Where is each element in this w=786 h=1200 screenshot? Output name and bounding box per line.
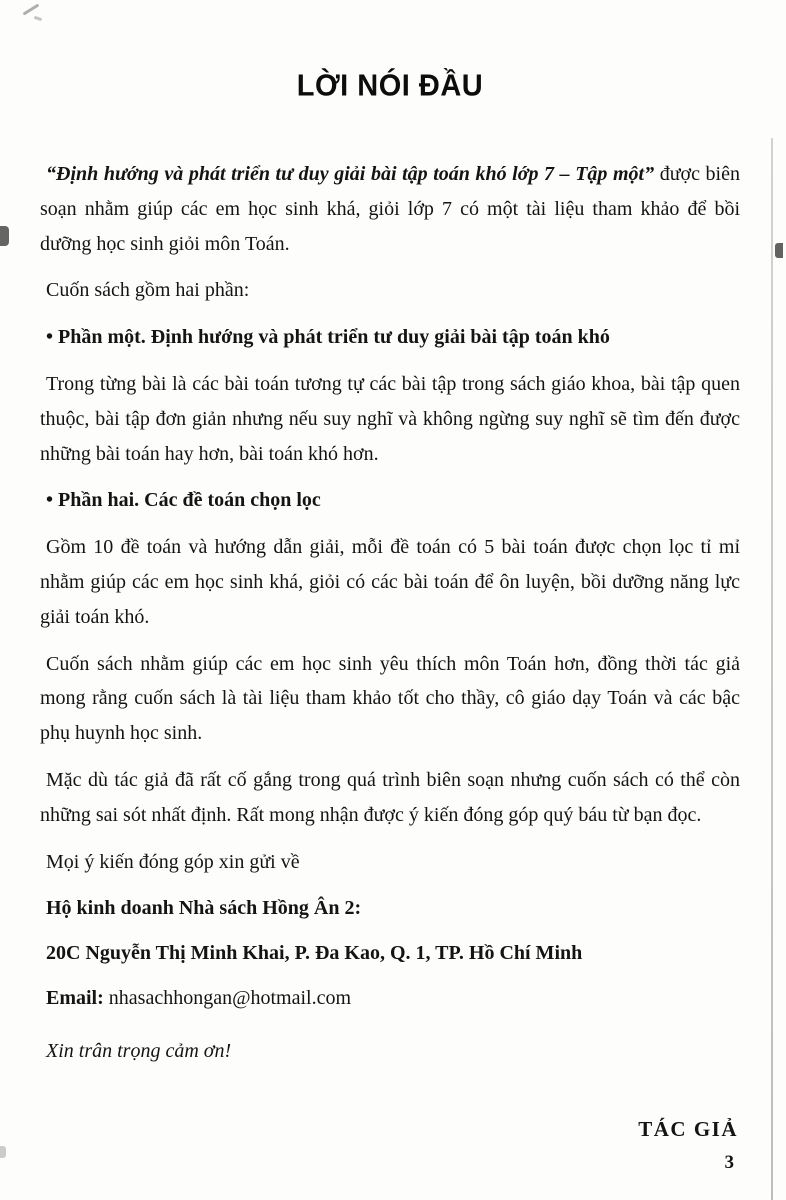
part-two-description: Gồm 10 đề toán và hướng dẫn giải, mỗi đề toán có 5 bài toán được chọn lọc tỉ mỉ nhằm giúp các em học sinh khá, giỏi có các bài toán để ôn luyện, bồi dưỡng năng lực giải toán khó. [40, 536, 740, 628]
part-two-heading: • Phần hai. Các đề toán chọn lọc [46, 489, 321, 512]
page-title: LỜI NÓI ĐẦU [296, 69, 484, 103]
intro-paragraph-text: được biên soạn nhằm giúp các em học sinh khá, giỏi lớp 7 có một tài liệu tham khảo để bồi dưỡng học sinh giỏi môn Toán. [40, 163, 740, 255]
scan-artifact-bottom-left [0, 1146, 6, 1158]
email-label: Email: [46, 986, 104, 1009]
part-one-description: Trong từng bài là các bài toán tương tự các bài tập trong sách giáo khoa, bài tập quen thuộc, bài tập đơn giản nhưng nếu suy nghĩ và không ngừng suy nghĩ sẽ tìm đến được những bài toán hay hơn, bài toán khó hơn. [40, 372, 740, 465]
publisher-email-line [40, 981, 740, 1016]
scan-artifact-left-edge [0, 226, 9, 246]
book-title-quote: “Định hướng và phát triển tư duy giải bài tập toán khó lớp 7 – Tập một” [46, 163, 655, 185]
closing-thanks: Xin trân trọng cảm ơn! [46, 1039, 232, 1062]
page-number: 3 [724, 1152, 734, 1173]
part-one-heading: • Phần một. Định hướng và phát triển tư duy giải bài tập toán khó [46, 326, 610, 349]
scan-artifact-right-line [771, 138, 773, 1200]
publisher-address: 20C Nguyễn Thị Minh Khai, P. Đa Kao, Q. 1, TP. Hồ Chí Minh [46, 942, 583, 965]
author-signature: TÁC GIẢ [638, 1116, 738, 1141]
apology-paragraph: Mặc dù tác giả đã rất cố gắng trong quá trình biên soạn nhưng cuốn sách có thể còn những sai sót nhất định. Rất mong nhận được ý kiến đóng góp quý báu từ bạn đọc. [40, 768, 740, 826]
scan-artifact-top-left-2 [34, 16, 43, 21]
intro-paragraph [40, 157, 740, 261]
purpose-paragraph: Cuốn sách nhằm giúp các em học sinh yêu thích môn Toán hơn, đồng thời tác giả mong rằng cuốn sách là tài liệu tham khảo tốt cho thầy, cô giáo dạy Toán và các bậc phụ huynh học sinh. [40, 652, 740, 745]
email-address: nhasachhongan@hotmail.com [108, 986, 352, 1009]
feedback-invitation: Mọi ý kiến đóng góp xin gửi về [46, 850, 300, 873]
structure-intro-paragraph: Cuốn sách gồm hai phần: [46, 279, 250, 302]
publisher-name: Hộ kinh doanh Nhà sách Hồng Ân 2: [46, 897, 362, 920]
scan-artifact-right-edge [775, 243, 783, 258]
scan-artifact-top-left [23, 3, 40, 15]
